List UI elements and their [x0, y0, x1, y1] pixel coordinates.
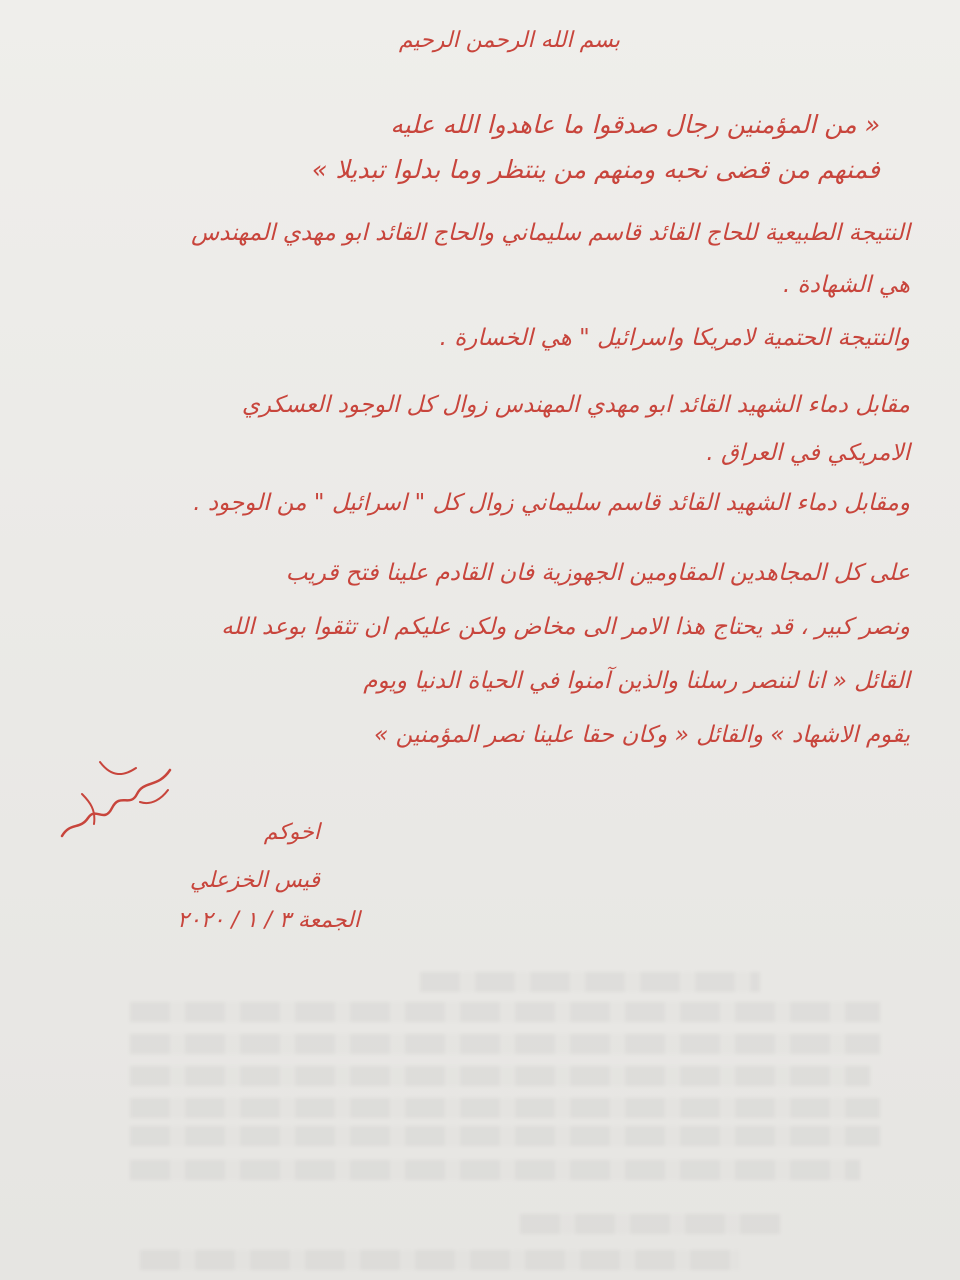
paragraph-5-line-3: القائل « انا لننصر رسلنا والذين آمنوا في الحياة الدنيا ويوم	[363, 668, 910, 694]
signature	[40, 750, 190, 850]
paragraph-4: ومقابل دماء الشهيد القائد قاسم سليماني زوال كل " اسرائيل " من الوجود .	[193, 490, 910, 516]
paragraph-1-line-1: النتيجة الطبيعية للحاج القائد قاسم سليماني والحاج القائد ابو مهدي المهندس	[191, 220, 910, 246]
paragraph-3-line-1: مقابل دماء الشهيد القائد ابو مهدي المهندس زوال كل الوجود العسكري	[241, 392, 910, 418]
paragraph-5-line-2: ونصر كبير ، قد يحتاج هذا الامر الى مخاض ولكن عليكم ان تثقوا بوعد الله	[221, 614, 910, 640]
verse-line-2: فمنهم من قضى نحبه ومنهم من ينتظر وما بدلوا تبديلا »	[311, 155, 880, 184]
basmala: بسم الله الرحمن الرحيم	[398, 28, 620, 53]
paragraph-5-line-4: يقوم الاشهاد » والقائل « وكان حقا علينا نصر المؤمنين »	[374, 722, 910, 748]
paragraph-2: والنتيجة الحتمية لامريكا واسرائيل " هي الخسارة .	[439, 325, 910, 351]
closing-text: اخوكم	[263, 820, 320, 845]
paragraph-3-line-2: الامريكي في العراق .	[706, 440, 910, 466]
paragraph-1-line-2: هي الشهادة .	[782, 272, 910, 298]
date: الجمعة ٣ / ١ / ٢٠٢٠	[177, 908, 360, 933]
paragraph-5-line-1: على كل المجاهدين المقاومين الجهوزية فان القادم علينا فتح قريب	[285, 560, 910, 586]
verse-line-1: « من المؤمنين رجال صدقوا ما عاهدوا الله عليه	[390, 110, 880, 139]
signatory-name: قيس الخزعلي	[189, 868, 320, 893]
